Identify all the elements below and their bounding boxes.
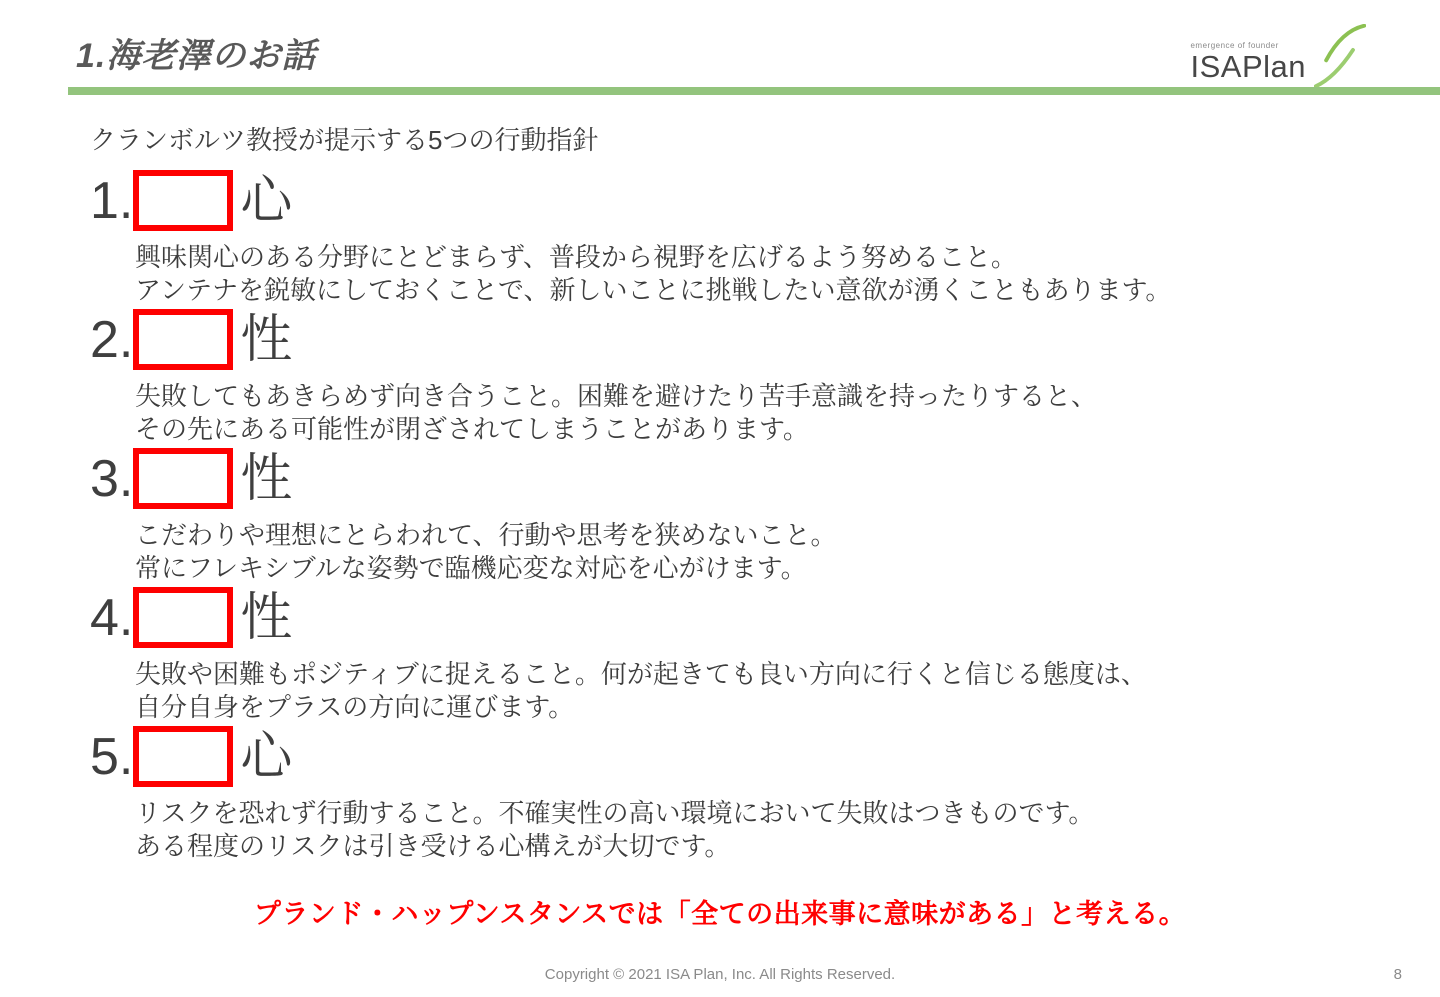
guideline-item-3: [90, 447, 1380, 586]
page-number: 8: [1393, 966, 1402, 983]
title-divider: [68, 87, 1440, 95]
hidden-word-box: [133, 587, 233, 648]
item-suffix-kanji: 性: [240, 449, 293, 508]
guideline-heading: [90, 725, 1380, 788]
isaplan-logo: [1190, 24, 1366, 88]
logo-text: [1190, 41, 1306, 88]
guideline-description: [135, 797, 1380, 863]
item-number: 3.: [90, 449, 134, 508]
description-line: その先にある可能性が閉ざされてしまうことがあります。: [135, 414, 809, 444]
item-suffix-kanji: 心: [240, 727, 293, 786]
description-line: 常にフレキシブルな姿勢で臨機応変な対応を心がけます。: [135, 553, 807, 583]
guideline-description: [135, 658, 1380, 724]
description-line: こだわりや理想にとらわれて、行動や思考を狭めないこと。: [135, 520, 837, 550]
item-suffix-kanji: 性: [240, 310, 293, 369]
item-number: 2.: [90, 310, 134, 369]
hidden-word-box: [133, 309, 233, 370]
guideline-list: [90, 169, 1380, 864]
description-line: 失敗してもあきらめず向き合うこと。困難を避けたり苦手意識を持ったりすると、: [135, 381, 1098, 411]
logo-tagline: emergence of founder: [1190, 41, 1279, 50]
hidden-word-box: [133, 726, 233, 787]
description-line: 失敗や困難もポジティブに捉えること。何が起きても良い方向に行くと信じる態度は、: [135, 659, 1147, 689]
page-title: 1.海老澤のお話: [76, 37, 317, 75]
item-number: 1.: [90, 171, 134, 230]
copyright-text: Copyright © 2021 ISA Plan, Inc. All Rights Reserved.: [544, 966, 896, 983]
leaf-swoosh-icon: [1314, 24, 1366, 88]
description-line: 自分自身をプラスの方向に運びます。: [135, 692, 575, 722]
guideline-item-5: [90, 725, 1380, 864]
item-suffix-kanji: 心: [240, 171, 293, 230]
guideline-heading: [90, 308, 1380, 371]
hidden-word-box: [133, 170, 233, 231]
logo-name: ISAPlan: [1190, 49, 1306, 84]
guideline-heading: [90, 169, 1380, 232]
item-number: 5.: [90, 727, 134, 786]
slide-subtitle: クランボルツ教授が提示する5つの行動指針: [90, 125, 599, 155]
hidden-word-box: [133, 448, 233, 509]
item-suffix-kanji: 性: [240, 588, 293, 647]
guideline-heading: [90, 586, 1380, 649]
description-line: ある程度のリスクは引き受ける心構えが大切です。: [135, 831, 731, 861]
guideline-heading: [90, 447, 1380, 510]
guideline-description: [135, 380, 1380, 446]
guideline-item-4: [90, 586, 1380, 725]
description-line: リスクを恐れず行動すること。不確実性の高い環境において失敗はつきものです。: [135, 798, 1095, 828]
item-number: 4.: [90, 588, 134, 647]
guideline-item-2: [90, 308, 1380, 447]
conclusion-text: プランド・ハップンスタンスでは「全ての出来事に意味がある」と考える。: [253, 899, 1187, 929]
guideline-description: [135, 241, 1380, 307]
description-line: アンテナを鋭敏にしておくことで、新しいことに挑戦したい意欲が湧くこともあります。: [135, 275, 1172, 305]
description-line: 興味関心のある分野にとどまらず、普段から視野を広げるよう努めること。: [135, 242, 1017, 272]
guideline-item-1: [90, 169, 1380, 308]
guideline-description: [135, 519, 1380, 585]
